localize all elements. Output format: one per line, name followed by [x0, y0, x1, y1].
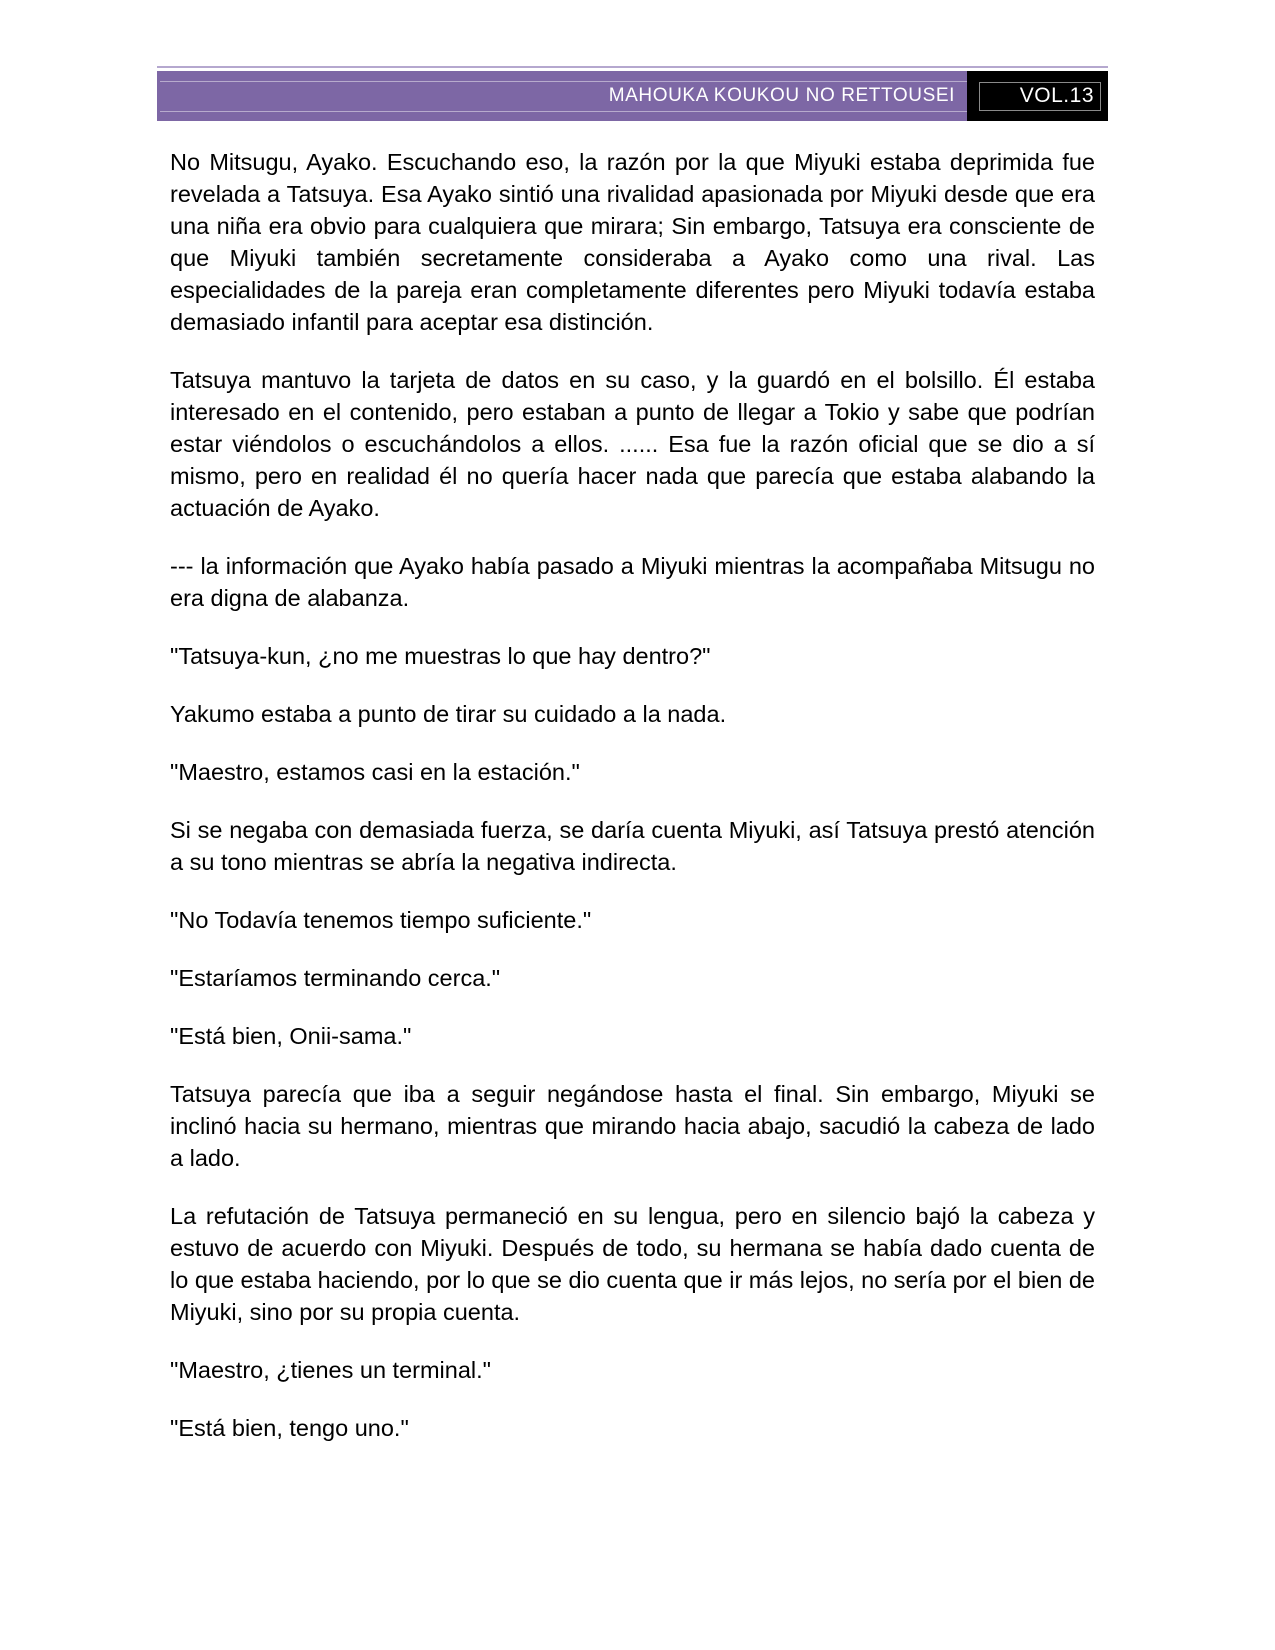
page-header-banner — [157, 66, 1108, 121]
paragraph-dialogue: "Está bien, tengo uno." — [170, 1415, 409, 1441]
paragraph-dialogue: "Está bien, Onii-sama." — [170, 1023, 412, 1049]
header-accent-line — [157, 66, 1108, 68]
body-text — [170, 146, 1095, 1444]
header-bar — [157, 71, 1108, 121]
paragraph-dialogue: "Maestro, estamos casi en la estación." — [170, 759, 580, 785]
paragraph: Yakumo estaba a punto de tirar su cuidado a la nada. — [170, 701, 727, 727]
paragraph-dialogue: "Estaríamos terminando cerca." — [170, 965, 501, 991]
paragraph-dialogue: "Tatsuya-kun, ¿no me muestras lo que hay dentro?" — [170, 643, 711, 669]
paragraph: No Mitsugu, Ayako. Escuchando eso, la razón por la que Miyuki estaba deprimida fue revelada a Tatsuya. Esa Ayako sintió una rivalidad apasionada por Miyuki desde que era una niña era obvio para cualquiera que mirara; Sin embargo, Tatsuya era consciente de que Miyuki también secretamente consideraba a Ayako como una rival. Las especialidades de la pareja eran completamente diferentes pero Miyuki todavía estaba demasiado infantil para aceptar esa distinción. — [170, 149, 1095, 335]
paragraph: --- la información que Ayako había pasado a Miyuki mientras la acompañaba Mitsugu no era digna de alabanza. — [170, 553, 1095, 611]
paragraph: La refutación de Tatsuya permaneció en su lengua, pero en silencio bajó la cabeza y estuvo de acuerdo con Miyuki. Después de todo, su hermana se había dado cuenta de lo que estaba haciendo, por lo que se dio cuenta que ir más lejos, no sería por el bien de Miyuki, sino por su propia cuenta. — [170, 1203, 1095, 1325]
paragraph-dialogue: "No Todavía tenemos tiempo suficiente." — [170, 907, 592, 933]
paragraph: Tatsuya mantuvo la tarjeta de datos en su caso, y la guardó en el bolsillo. Él estaba interesado en el contenido, pero estaban a punto de llegar a Tokio y sabe que podrían estar viéndolos o escuchándolos a ellos. ...... Esa fue la razón oficial que se dio a sí mismo, pero en realidad él no quería hacer nada que parecía que estaba alabando la actuación de Ayako. — [170, 367, 1095, 521]
series-title: MAHOUKA KOUKOU NO RETTOUSEI — [157, 71, 967, 121]
volume-badge: VOL.13 — [967, 71, 1108, 121]
paragraph: Tatsuya parecía que iba a seguir negándose hasta el final. Sin embargo, Miyuki se inclinó hacia su hermano, mientras que mirando hacia abajo, sacudió la cabeza de lado a lado. — [170, 1081, 1095, 1171]
paragraph: Si se negaba con demasiada fuerza, se daría cuenta Miyuki, así Tatsuya prestó atención a su tono mientras se abría la negativa indirecta. — [170, 817, 1095, 875]
paragraph-dialogue: "Maestro, ¿tienes un terminal." — [170, 1357, 492, 1383]
